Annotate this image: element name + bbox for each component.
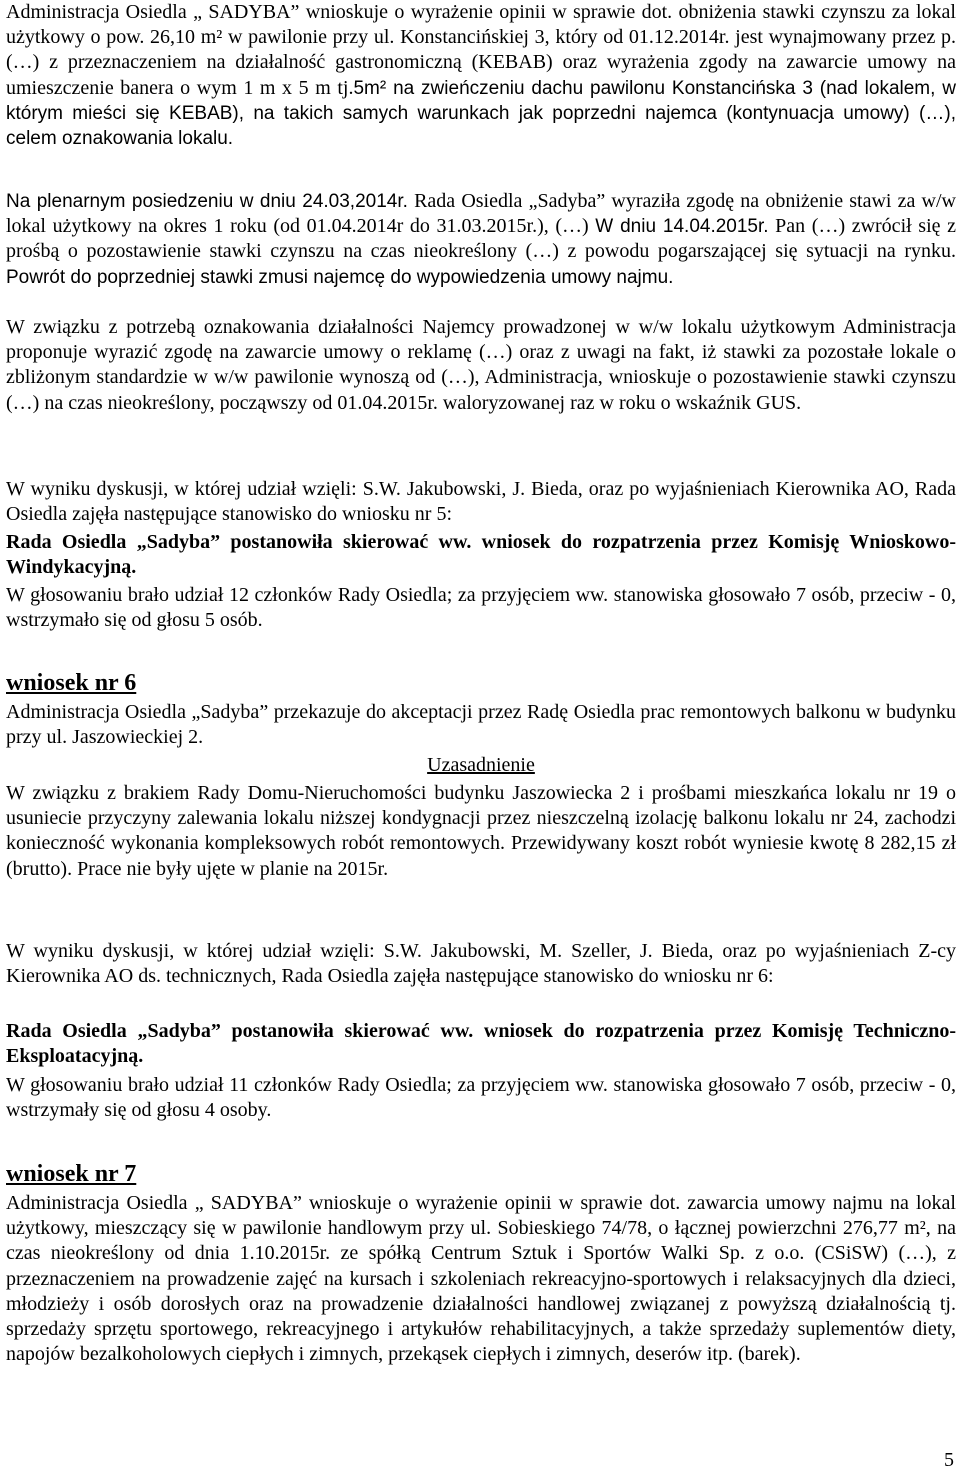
paragraph-resolution-6: Rada Osiedla „Sadyba” postanowiła skierować ww. wniosek do rozpatrzenia przez Komisję Techniczno-Eksploatacyjną. xyxy=(6,1020,956,1068)
paragraph-discussion-6: W wyniku dyskusji, w której udział wzięli: S.W. Jakubowski, M. Szeller, J. Bieda, oraz po wyjaśnieniach Z-cy Kierownika AO ds. technicznych, Rada Osiedla zajęła następujące stanowisko do wniosku nr 6: xyxy=(6,940,956,988)
page-number: 5 xyxy=(944,1449,954,1471)
paragraph-vote-5: W głosowaniu brało udział 12 członków Rady Osiedla; za przyjęciem ww. stanowiska głosowało 7 osób, przeciw - 0, wstrzymało się od głosu 5 osób. xyxy=(6,584,956,632)
paragraph-administration-proposal: W związku z potrzebą oznakowania działalności Najemcy prowadzonej w w/w lokalu użytkowym Administracja proponuje wyrazić zgodę na zawarcie umowy o reklamę (…) oraz z uwagi na fakt, iż stawki za pozostałe lokale o zbliżonym standardzie w w/w pawilonie wynoszą od (…), Administracja, wnioskuje o pozostawienie stawki czynszu (…) na czas nieokreślony, począwszy od 01.04.2015r. waloryzowanej raz w roku o wskaźnik GUS. xyxy=(6,316,956,414)
paragraph-wniosek-6-intro: Administracja Osiedla „Sadyba” przekazuje do akceptacji przez Radę Osiedla prac remontowych balkonu w budynku przy ul. Jaszowieckiej 2. xyxy=(6,701,956,749)
request-date: W dniu 14.04.2015r. xyxy=(595,216,769,238)
heading-wniosek-6: wniosek nr 6 xyxy=(6,670,137,696)
paragraph-wniosek-7-intro: Administracja Osiedla „ SADYBA” wnioskuje o wyrażenie opinii w sprawie dot. zawarcia umowy najmu na lokal użytkowy, mieszczący się w pawilonie handlowym przy ul. Sobieskiego 74/78, o łącznej powierzchni 276,77 m², na czas nieokreślony od dnia 1.10.2015r. ze spółką Centrum Sztuk i Sportów Walki Sp. z o.o. (CSiSW) (…), z przeznaczeniem na prowadzenie zajęć na kursach i szkoleniach rekreacyjno-sportowych i relaksacyjnych dla dzieci, młodzieży i osób dorosłych oraz na prowadzenie działalności handlowej związanej z powyższą działalnością tj. sprzedaży sprzętu sportowego, rekreacyjnego i artykułów rehabilitacyjnych, a także sprzedaży suplementów diety, napojów bezalkoholowych ciepłych i zimnych, przekąsek ciepłych i zimnych, deserów itp. (barek). xyxy=(6,1192,956,1366)
paragraph-discussion-5: W wyniku dyskusji, w której udział wzięli: S.W. Jakubowski, J. Bieda, oraz po wyjaśnieniach Kierownika AO, Rada Osiedla zajęła następujące stanowisko do wniosku nr 5: xyxy=(6,478,956,526)
plenary-decision-text: Rada Osiedla „Sadyba” wyraziła zgodę na obniżenie stawi za w/w lokal użytkowy na okres 1 roku (od 01.04.2014r do 31.03.2015r.), (…) xyxy=(6,190,956,238)
intro-text-sans: 5m² na zwieńczeniu dachu pawilonu Konstancińska 3 (nad lokalem, w którym mieści się KEBAB), na takich samych warunkach jak poprzedni najemca (kontynuacja umowy) (…), celem oznakowania lokalu. xyxy=(6,77,956,150)
paragraph-plenary-decision xyxy=(6,189,956,290)
heading-wniosek-7: wniosek nr 7 xyxy=(6,1161,137,1187)
intro-text: Administracja Osiedla „ SADYBA” wnioskuje o wyrażenie opinii w sprawie dot. obniżenia stawki czynszu za lokal użytkowy o pow. 26,10 m² w pawilonie przy ul. Konstancińskiej 3, który od 01.12.2014r. jest wynajmowany przez p. (…) z przeznaczeniem na działalność gastronomiczną (KEBAB) oraz wyrażenia zgody na zawarcie umowy na umieszczenie banera o wym 1 m x 5 m tj. xyxy=(6,1,956,99)
return-text: Powrót do poprzedniej stawki zmusi najemcę do wypowiedzenia umowy najmu. xyxy=(6,266,674,288)
heading-uzasadnienie: Uzasadnienie xyxy=(427,754,535,776)
plenary-date: Na plenarnym posiedzeniu w dniu 24.03,2014r. xyxy=(6,191,408,212)
paragraph-wniosek-5-intro xyxy=(6,0,956,151)
request-text: Pan (…) zwrócił się z prośbą o pozostawienie stawki czynszu na czas nieokreślony (…) z powodu pogarszającej się sytuacji na rynku. xyxy=(6,215,956,263)
paragraph-vote-6: W głosowaniu brało udział 11 członków Rady Osiedla; za przyjęciem ww. stanowiska głosowało 7 osób, przeciw - 0, wstrzymały się od głosu 4 osoby. xyxy=(6,1074,956,1122)
paragraph-resolution-5: Rada Osiedla „Sadyba” postanowiła skierować ww. wniosek do rozpatrzenia przez Komisję Wnioskowo-Windykacyjną. xyxy=(6,531,956,579)
paragraph-justification-6: W związku z brakiem Rady Domu-Nieruchomości budynku Jaszowiecka 2 i prośbami mieszkańca lokalu nr 19 o usuniecie przyczyny zalewania lokalu niższej kondygnacji przez nieszczelną izolację balkonu lokalu nr 24, zachodzi konieczność wykonania kompleksowych robót remontowych. Przewidywany koszt robót wyniesie kwotę 8 282,15 zł (brutto). Prace nie były ujęte w planie na 2015r. xyxy=(6,782,956,880)
